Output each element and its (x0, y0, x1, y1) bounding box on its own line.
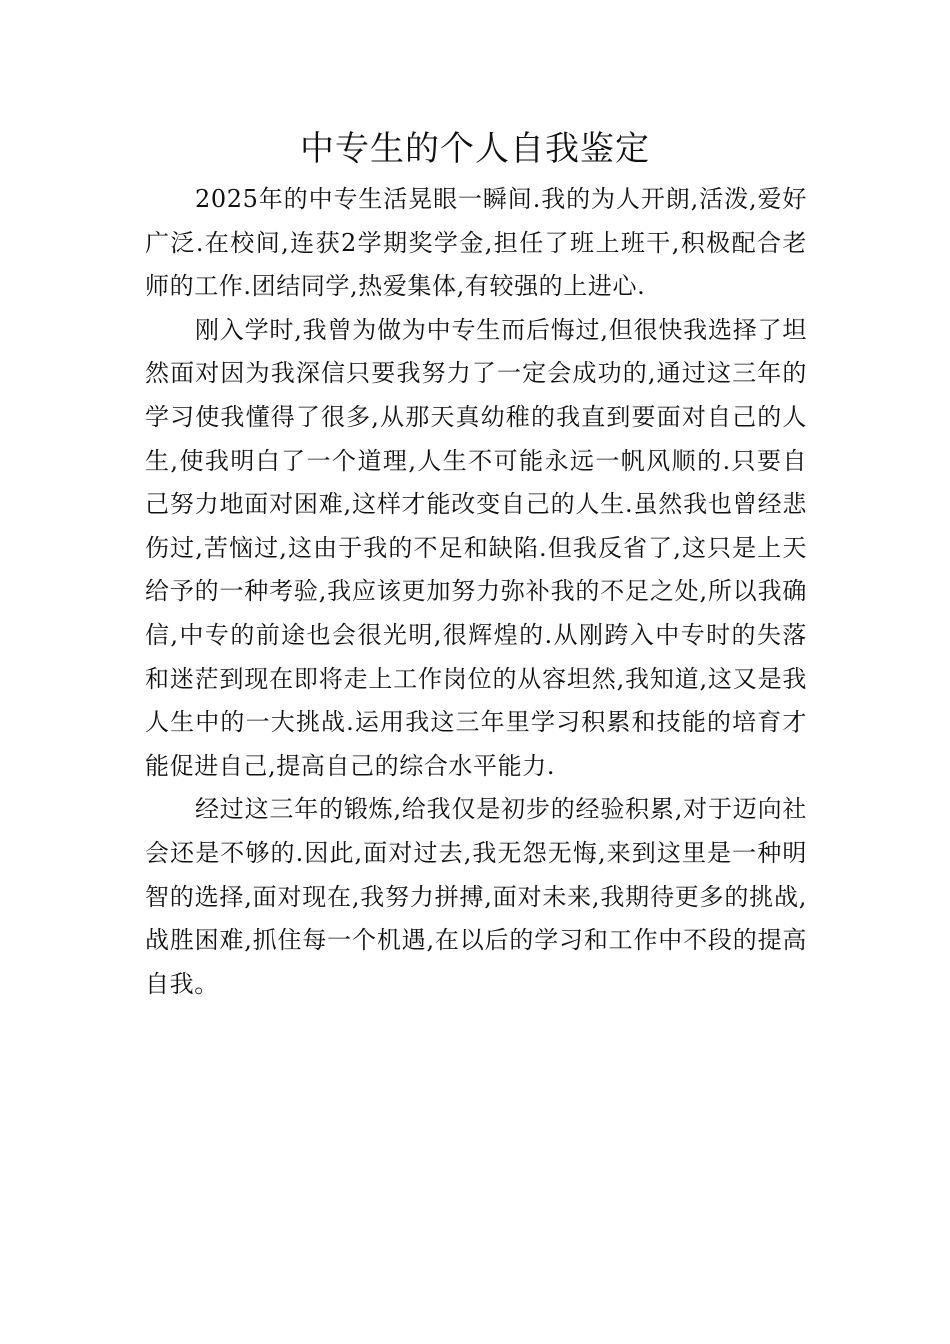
paragraph-1: 2025年的中专生活晃眼一瞬间.我的为人开朗,活泼,爱好广泛.在校间,连获2学期奖学金,担任了班上班干,积极配合老师的工作.团结同学,热爱集体,有较强的上进心. (145, 185, 807, 301)
paragraph-3: 经过这三年的锻炼,给我仅是初步的经验积累,对于迈向社会还是不够的.因此,面对过去,我无怨无悔,来到这里是一种明智的选择,面对现在,我努力拼搏,面对未来,我期待更多的挑战,战胜困难,抓住每一个机遇,在以后的学习和工作中不段的提高自我。 (145, 795, 807, 998)
paragraph-2: 刚入学时,我曾为做为中专生而后悔过,但很快我选择了坦然面对因为我深信只要我努力了一定会成功的,通过这三年的学习使我懂得了很多,从那天真幼稚的我直到要面对自己的人生,使我明白了一个道理,人生不可能永远一帆风顺的.只要自己努力地面对困难,这样才能改变自己的人生.虽然我也曾经悲伤过,苦恼过,这由于我的不足和缺陷.但我反省了,这只是上天给予的一种考验,我应该更加努力弥补我的不足之处,所以我确信,中专的前途也会很光明,很辉煌的.从刚跨入中专时的失落和迷茫到现在即将走上工作岗位的从容坦然,我知道,这又是我人生中的一大挑战.运用我这三年里学习积累和技能的培育才能促进自己,提高自己的综合水平能力. (145, 315, 807, 780)
document-body (145, 178, 807, 1006)
page-title: 中专生的个人自我鉴定 (300, 129, 650, 169)
